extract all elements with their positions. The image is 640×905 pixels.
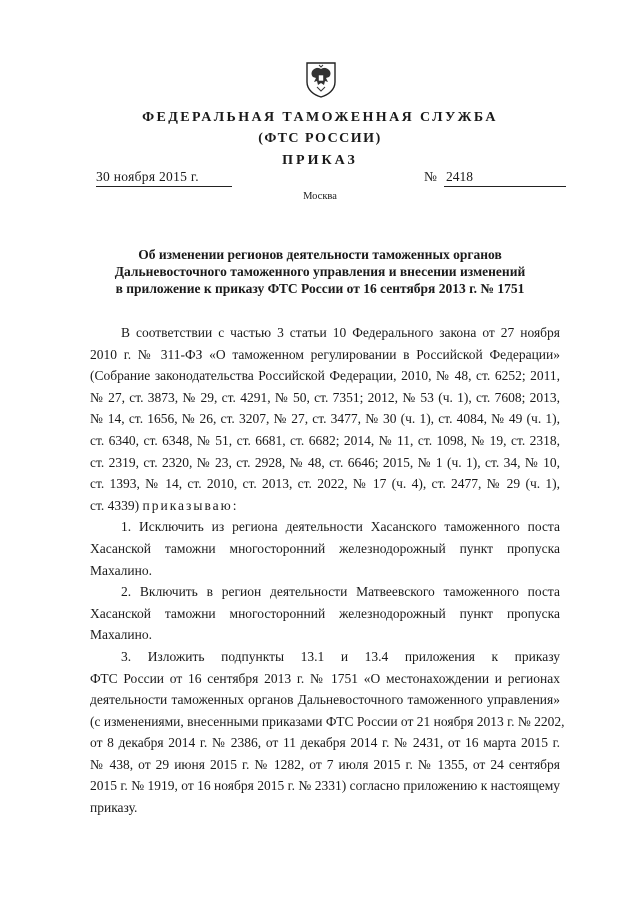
- title-line: Дальневосточного таможенного управления и внесении изменений: [114, 264, 526, 279]
- text-line: от 8 декабря 2014 г. № 2386, от 11 декабря 2014 г. № 2431, от 16 марта 2015 г.: [90, 735, 560, 751]
- text-line: Хасанской таможни многосторонний железнодорожный пункт пропуска: [90, 540, 560, 556]
- text-line: ст. 6340, ст. 6348, № 51, ст. 6681, ст. 6682; 2014, № 11, ст. 1098, № 19, ст. 2318,: [90, 432, 560, 448]
- text-line: [90, 495, 560, 517]
- text-line: № 27, ст. 3873, № 29, ст. 4291, № 50, ст. 7351; 2012, № 53 (ч. 1), ст. 7608; 2013,: [90, 389, 560, 405]
- text-line: В соответствии с частью 3 статьи 10 Федерального закона от 27 ноября: [121, 325, 560, 340]
- item-1-paragraph: [90, 516, 560, 581]
- text-line: № 438, от 29 июня 2015 г. № 1282, от 7 июля 2015 г. № 1355, от 24 сентября: [90, 756, 560, 772]
- document-body: [90, 322, 565, 819]
- text-line: (Собрание законодательства Российской Федерации, 2010, № 48, ст. 6252; 2011,: [90, 368, 560, 384]
- text-line: ст. 2319, ст. 2320, № 23, ст. 2928, № 48, ст. 6646; 2015, № 1 (ч. 1), ст. 34, № 10,: [90, 454, 560, 470]
- title-line: Об изменении регионов деятельности таможенных органов: [138, 247, 502, 262]
- item-3-paragraph: [90, 646, 565, 819]
- document-title: [100, 246, 540, 297]
- order-date: 30 ноября 2015 г.: [96, 168, 232, 187]
- preamble-last-line: ст. 4339): [90, 497, 140, 513]
- text-line: № 14, ст. 1656, № 26, ст. 3207, № 27, ст. 3477, № 30 (ч. 1), ст. 4084, № 49 (ч. 1),: [90, 411, 560, 427]
- text-line: 1. Исключить из региона деятельности Хасанского таможенного поста: [121, 519, 560, 535]
- text-line: приказу.: [90, 800, 138, 816]
- order-number-sign: №: [424, 169, 437, 184]
- double-headed-eagle-emblem-icon: [304, 60, 338, 98]
- agency-name: ФЕДЕРАЛЬНАЯ ТАМОЖЕННАЯ СЛУЖБА: [142, 110, 498, 125]
- order-number: 2418: [444, 168, 566, 187]
- order-word: приказываю:: [142, 497, 239, 513]
- preamble-paragraph: [90, 322, 560, 516]
- text-line: деятельности таможенных органов Дальневосточного таможенного управления»: [90, 692, 560, 708]
- text-line: 3. Изложить подпункты 13.1 и 13.4 приложения к приказу: [121, 648, 560, 664]
- text-line: Махалино.: [90, 627, 152, 643]
- text-line: 2. Включить в регион деятельности Матвеевского таможенного поста: [121, 584, 560, 600]
- document-type: ПРИКАЗ: [282, 153, 358, 168]
- text-line: ФТС России от 16 сентября 2013 г. № 1751 «О местонахождении и регионах: [90, 670, 560, 686]
- text-line: Махалино.: [90, 562, 152, 578]
- text-line: Хасанской таможни многосторонний железнодорожный пункт пропуска: [90, 605, 560, 621]
- text-line: 2010 г. № 311-ФЗ «О таможенном регулировании в Российской Федерации»: [90, 346, 560, 362]
- item-2-paragraph: [90, 581, 560, 646]
- text-line: 2015 г. № 1919, от 16 ноября 2015 г. № 2331) согласно приложению к настоящему: [90, 778, 560, 794]
- title-line: в приложение к приказу ФТС России от 16 сентября 2013 г. № 1751: [115, 281, 525, 296]
- text-line: (с изменениями, внесенными приказами ФТС России от 21 ноября 2013 г. № 2202,: [90, 713, 565, 729]
- text-line: ст. 1393, № 14, ст. 2010, ст. 2013, ст. 2022, № 17 (ч. 4), ст. 2477, № 29 (ч. 1),: [90, 476, 560, 492]
- city: Москва: [303, 191, 337, 202]
- agency-short-name: (ФТС РОССИИ): [258, 131, 382, 146]
